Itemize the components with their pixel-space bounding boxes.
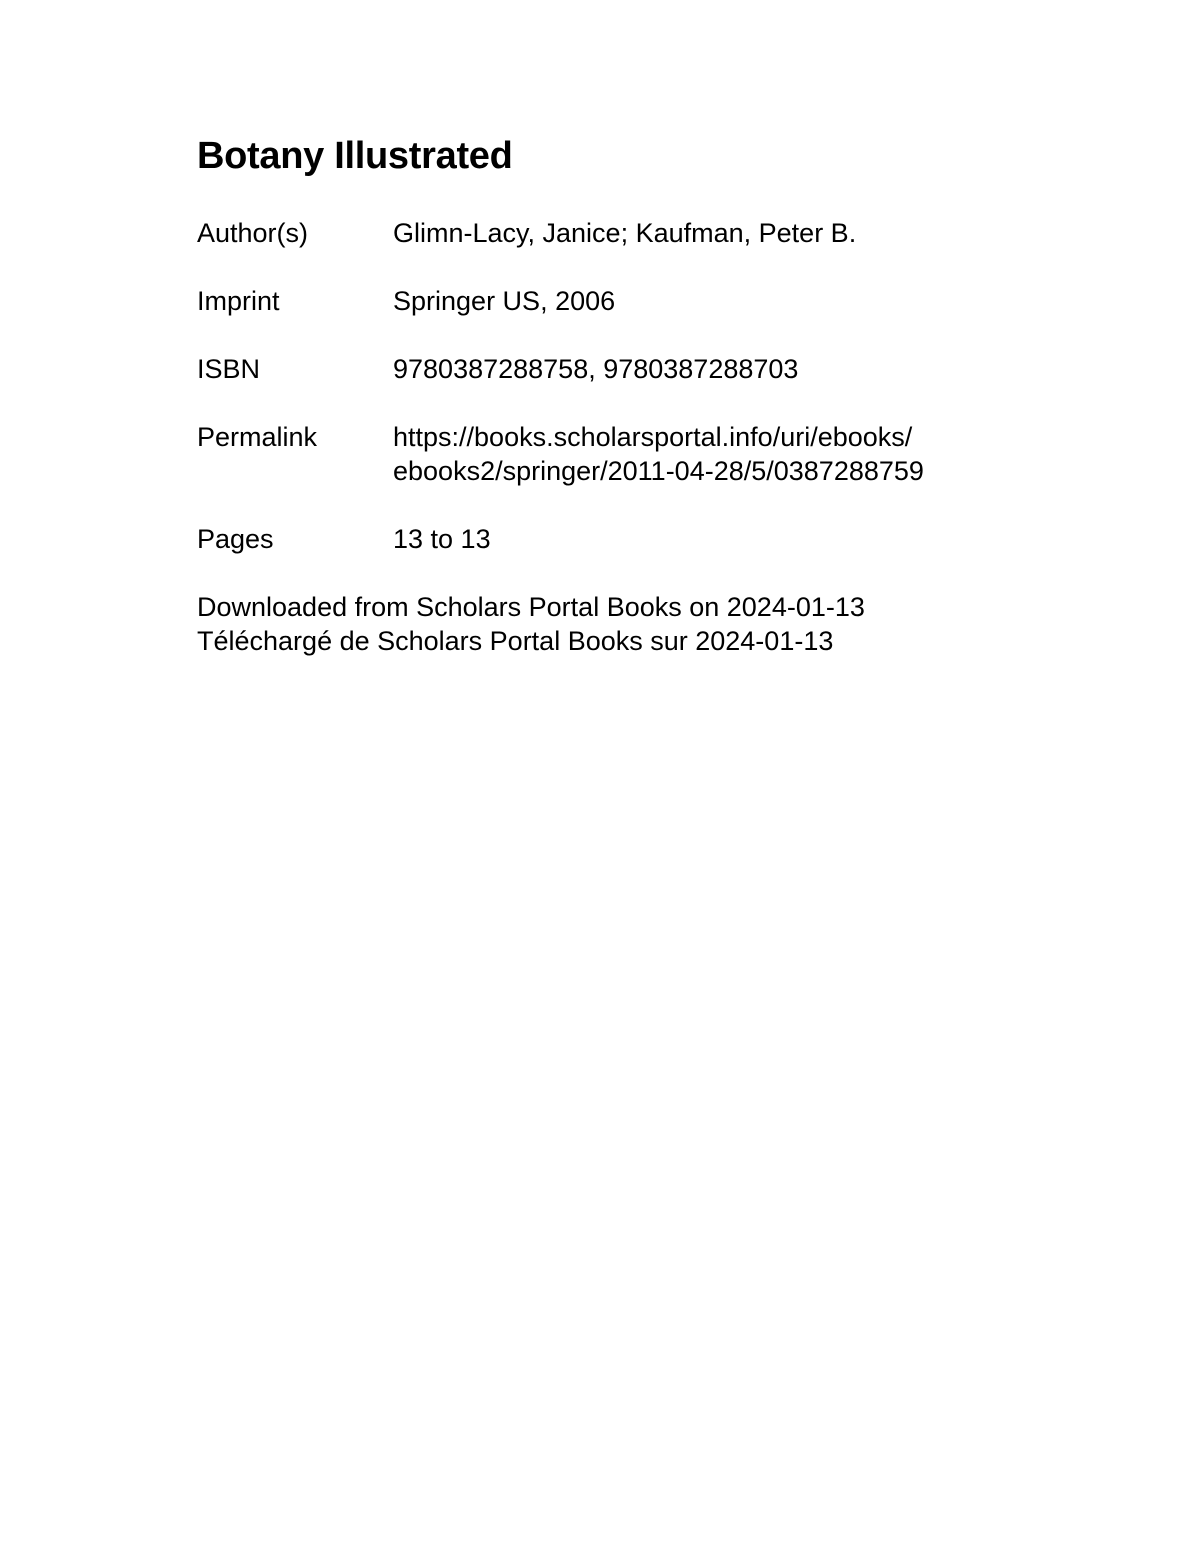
field-label: Imprint [197, 286, 280, 316]
permalink-link[interactable] [393, 420, 1097, 488]
download-notice [197, 590, 1097, 658]
document-title: Botany Illustrated [197, 135, 513, 177]
isbn-value: 9780387288758, 9780387288703 [393, 354, 799, 384]
authors-value: Glimn-Lacy, Janice; Kaufman, Peter B. [393, 218, 857, 248]
field-label: Author(s) [197, 218, 309, 248]
field-row-isbn [197, 352, 1097, 386]
download-notice-english: Downloaded from Scholars Portal Books on 2024-01-13 [197, 592, 865, 622]
field-value [393, 352, 1097, 386]
imprint-value: Springer US, 2006 [393, 286, 616, 316]
document-page [197, 134, 1097, 658]
field-row-permalink [197, 420, 1097, 488]
field-value [393, 216, 1097, 250]
field-value [393, 522, 1097, 556]
permalink-line-1: https://books.scholarsportal.info/uri/ebooks/ [393, 422, 913, 452]
field-label: Pages [197, 524, 274, 554]
field-row-authors [197, 216, 1097, 250]
field-value [393, 284, 1097, 318]
permalink-line-2: ebooks2/springer/2011-04-28/5/0387288759 [393, 456, 924, 486]
field-row-pages [197, 522, 1097, 556]
field-label: ISBN [197, 354, 261, 384]
pages-value: 13 to 13 [393, 524, 491, 554]
metadata-table [197, 216, 1097, 556]
field-label: Permalink [197, 422, 318, 452]
download-notice-french: Téléchargé de Scholars Portal Books sur 2024-01-13 [197, 626, 834, 656]
field-row-imprint [197, 284, 1097, 318]
